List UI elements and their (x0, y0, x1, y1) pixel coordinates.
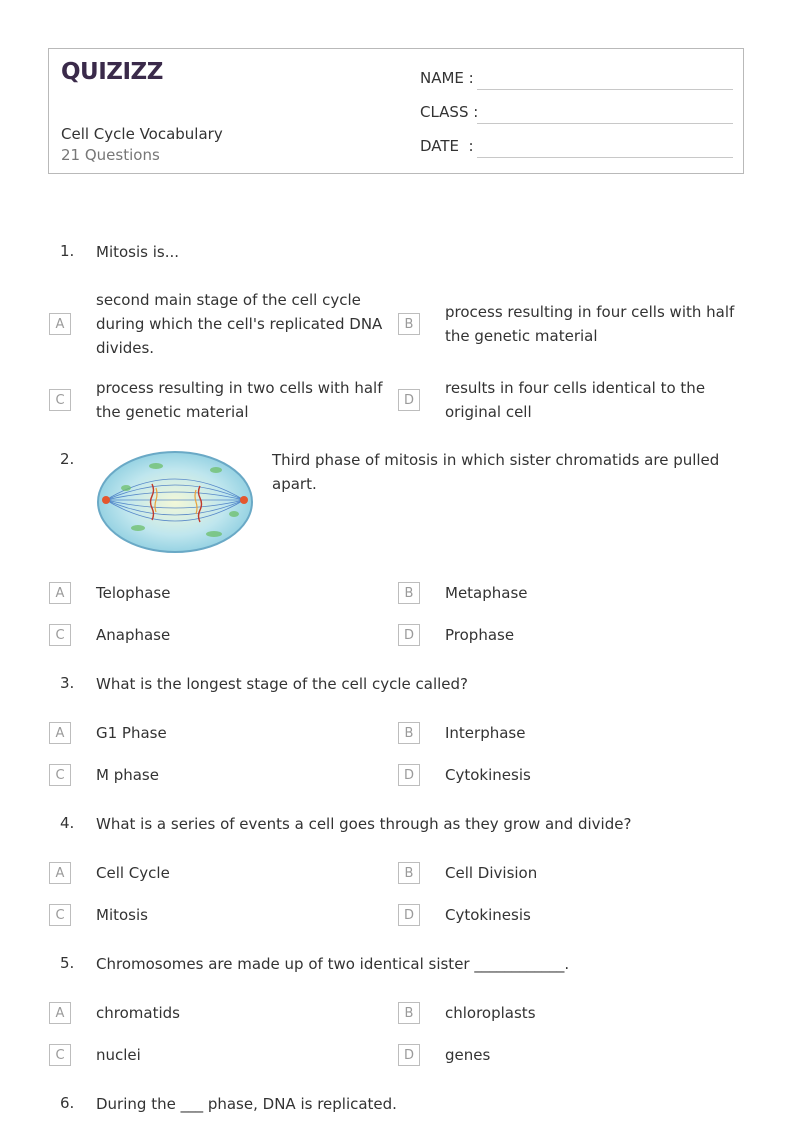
date-label: DATE : (420, 137, 474, 155)
cell-anaphase-image (96, 448, 254, 556)
question-text: Third phase of mitosis in which sister chromatids are pulled apart. (272, 451, 720, 493)
option-text: M phase (96, 766, 159, 784)
option-letter-a[interactable]: A (49, 313, 71, 335)
question-number: 2. (60, 450, 75, 468)
question-text: During the ___ phase, DNA is replicated. (96, 1095, 397, 1113)
option-letter-c[interactable]: C (49, 904, 71, 926)
option-text: process resulting in two cells with half the genetic material (96, 379, 383, 421)
option-text: chromatids (96, 1004, 180, 1022)
option-letter-c[interactable]: C (49, 1044, 71, 1066)
option-text: second main stage of the cell cycle during which the cell's replicated DNA divides. (96, 291, 383, 357)
class-label: CLASS : (420, 103, 479, 121)
option-letter-b[interactable]: B (398, 582, 420, 604)
option-letter-c[interactable]: C (49, 624, 71, 646)
option-letter-a[interactable]: A (49, 722, 71, 744)
question-text: What is the longest stage of the cell cycle called? (96, 675, 468, 693)
question-text: Mitosis is... (96, 243, 180, 261)
date-line[interactable] (477, 157, 733, 158)
option-text: Metaphase (445, 584, 528, 602)
option-text: chloroplasts (445, 1004, 536, 1022)
option-letter-a[interactable]: A (49, 582, 71, 604)
question-text: Chromosomes are made up of two identical sister ____________. (96, 955, 570, 973)
option-letter-a[interactable]: A (49, 862, 71, 884)
option-text: Cytokinesis (445, 766, 531, 784)
class-line[interactable] (477, 123, 733, 124)
option-letter-b[interactable]: B (398, 1002, 420, 1024)
option-letter-a[interactable]: A (49, 1002, 71, 1024)
option-text: Anaphase (96, 626, 171, 644)
quizizz-logo: QUIZIZZ (61, 59, 163, 85)
question-number: 5. (60, 954, 75, 972)
option-letter-d[interactable]: D (398, 389, 420, 411)
option-letter-b[interactable]: B (398, 313, 420, 335)
option-text: Cytokinesis (445, 906, 531, 924)
option-letter-d[interactable]: D (398, 1044, 420, 1066)
question-number: 1. (60, 242, 75, 260)
option-text: results in four cells identical to the original cell (445, 379, 706, 421)
option-letter-c[interactable]: C (49, 389, 71, 411)
question-number: 6. (60, 1094, 75, 1112)
option-text: Mitosis (96, 906, 148, 924)
option-letter-b[interactable]: B (398, 862, 420, 884)
question-number: 4. (60, 814, 75, 832)
name-line[interactable] (477, 89, 733, 90)
worksheet-title: Cell Cycle Vocabulary (61, 125, 223, 143)
name-label: NAME : (420, 69, 474, 87)
option-letter-d[interactable]: D (398, 624, 420, 646)
option-text: Telophase (96, 584, 171, 602)
question-count: 21 Questions (61, 146, 160, 164)
option-text: Cell Division (445, 864, 538, 882)
option-text: nuclei (96, 1046, 141, 1064)
option-letter-d[interactable]: D (398, 904, 420, 926)
option-text: process resulting in four cells with half the genetic material (445, 303, 735, 345)
option-text: G1 Phase (96, 724, 167, 742)
option-text: Prophase (445, 626, 515, 644)
option-text: genes (445, 1046, 491, 1064)
option-letter-d[interactable]: D (398, 764, 420, 786)
worksheet-header (48, 48, 744, 174)
option-letter-c[interactable]: C (49, 764, 71, 786)
question-text: What is a series of events a cell goes through as they grow and divide? (96, 815, 632, 833)
option-text: Interphase (445, 724, 526, 742)
question-number: 3. (60, 674, 75, 692)
option-text: Cell Cycle (96, 864, 170, 882)
option-letter-b[interactable]: B (398, 722, 420, 744)
